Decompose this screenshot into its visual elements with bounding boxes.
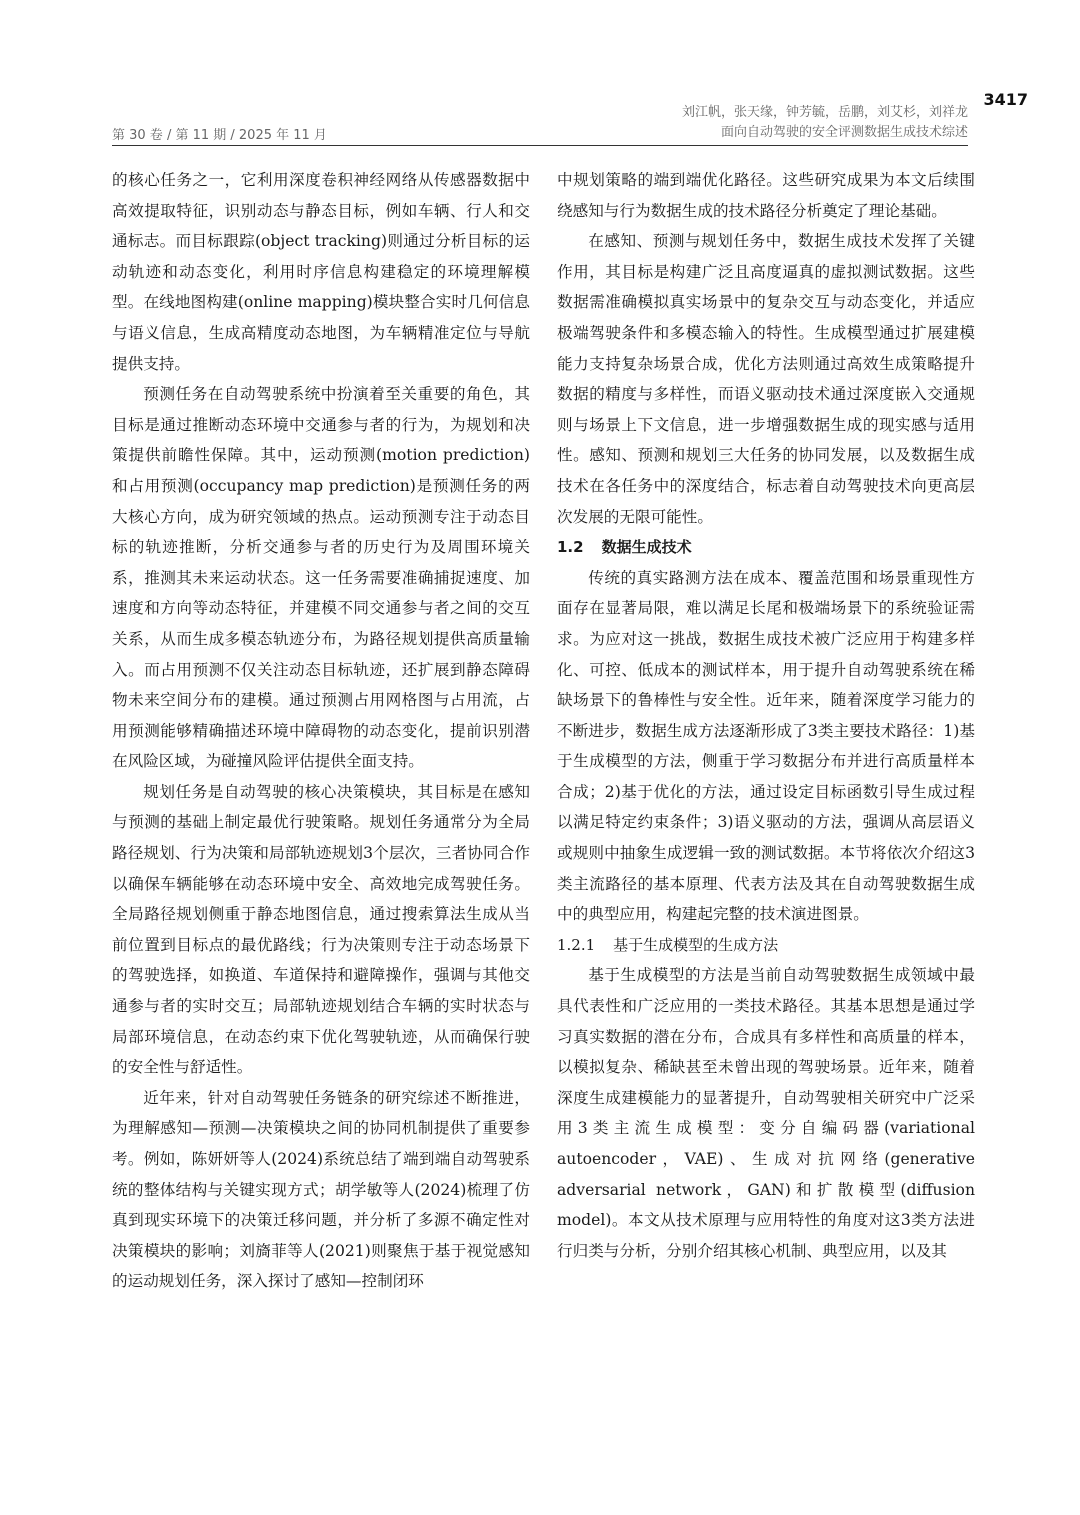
running-head — [682, 103, 968, 143]
article-title: 面向自动驾驶的安全评测数据生成技术综述 — [720, 125, 968, 140]
paragraph: 的核心任务之一，它利用深度卷积神经网络从传感器数据中高效提取特征，识别动态与静态目标，例如车辆、行人和交通标志。而目标跟踪(object tracking)则通过分析目标的运动轨迹和动态变化，利用时序信息构建稳定的环境理解模型。在线地图构建(online mapping)模块整合实时几何信息与语义信息，生成高精度动态地图，为车辆精准定位与导航提供支持。 — [112, 171, 530, 373]
right-column — [557, 165, 975, 1266]
subsection-number: 1.2.1 — [557, 935, 596, 954]
paragraph: 规划任务是自动驾驶的核心决策模块，其目标是在感知与预测的基础上制定最优行驶策略。规划任务通常分为全局路径规划、行为决策和局部轨迹规划3个层次，三者协同合作以确保车辆能够在动态环境中安全、高效地完成驾驶任务。全局路径规划侧重于静态地图信息，通过搜索算法生成从当前位置到目标点的最优路线；行为决策则专注于动态场景下的驾驶选择，如换道、车道保持和避障操作，强调与其他交通参与者的实时交互；局部轨迹规划结合车辆的实时状态与局部环境信息，在动态约束下优化驾驶轨迹，从而确保行驶的安全性与舒适性。 — [112, 782, 530, 1077]
page-number: 3417 — [983, 90, 1028, 109]
section-number: 1.2 — [557, 538, 584, 557]
subsection-heading — [557, 930, 975, 961]
author-list: 刘江帆，张天缘，钟芳毓，岳鹏，刘艾杉，刘祥龙 — [681, 105, 968, 120]
header-rule — [112, 145, 968, 146]
left-column — [112, 165, 530, 1297]
page-header — [0, 0, 1080, 150]
journal-issue-info: 第 30 卷 / 第 11 期 / 2025 年 11 月 — [112, 128, 327, 143]
paragraph: 基于生成模型的方法是当前自动驾驶数据生成领域中最具代表性和广泛应用的一类技术路径。其基本思想是通过学习真实数据的潜在分布，合成具有多样性和高质量的样本，以模拟复杂、稀缺甚至未曾出现的驾驶场景。近年来，随着深度生成建模能力的显著提升，自动驾驶相关研究中广泛采用3类主流生成模型：变分自编码器(variational autoencoder，VAE)、生成对抗网络(generative adversarial network，GAN)和扩散模型(diffusion model)。本文从技术原理与应用特性的角度对这3类方法进行归类与分析，分别介绍其核心机制、典型应用，以及其 — [557, 966, 975, 1260]
paragraph: 预测任务在自动驾驶系统中扮演着至关重要的角色，其目标是通过推断动态环境中交通参与者的行为，为规划和决策提供前瞻性保障。其中，运动预测(motion prediction)和占用预测(occupancy map prediction)是预测任务的两大核心方向，成为研究领域的热点。运动预测专注于动态目标的轨迹推断，分析交通参与者的历史行为及周围环境关系，推测其未来运动状态。这一任务需要准确捕捉速度、加速度和方向等动态特征，并建模不同交通参与者之间的交互关系，从而生成多模态轨迹分布，为路径规划提供高质量输入。而占用预测不仅关注动态目标轨迹，还扩展到静态障碍物未来空间分布的建模。通过预测占用网格图与占用流，占用预测能够精确描述环境中障碍物的动态变化，提前识别潜在风险区域，为碰撞风险评估提供全面支持。 — [112, 385, 530, 771]
section-heading — [557, 532, 975, 563]
section-title: 数据生成技术 — [601, 538, 692, 557]
paragraph: 在感知、预测与规划任务中，数据生成技术发挥了关键作用，其目标是构建广泛且高度逼真的虚拟测试数据。这些数据需准确模拟真实场景中的复杂交互与动态变化，并适应极端驾驶条件和多模态输入的特性。生成模型通过扩展建模能力支持复杂场景合成，优化方法则通过高效生成策略提升数据的精度与多样性，而语义驱动技术通过深度嵌入交通规则与场景上下文信息，进一步增强数据生成的现实感与适用性。感知、预测和规划三大任务的协同发展，以及数据生成技术在各任务中的深度结合，标志着自动驾驶技术向更高层次发展的无限可能性。 — [557, 232, 975, 526]
paragraph: 传统的真实路测方法在成本、覆盖范围和场景重现性方面存在显著局限，难以满足长尾和极端场景下的系统验证需求。为应对这一挑战，数据生成技术被广泛应用于构建多样化、可控、低成本的测试样本，用于提升自动驾驶系统在稀缺场景下的鲁棒性与安全性。近年来，随着深度学习能力的不断进步，数据生成方法逐渐形成了3类主要技术路径：1)基于生成模型的方法，侧重于学习数据分布并进行高质量样本合成；2)基于优化的方法，通过设定目标函数引导生成过程以满足特定约束条件；3)语义驱动的方法，强调从高层语义或规则中抽象生成逻辑一致的测试数据。本节将依次介绍这3类主流路径的基本原理、代表方法及其在自动驾驶数据生成中的典型应用，构建起完整的技术演进图景。 — [557, 568, 975, 924]
subsection-title: 基于生成模型的生成方法 — [613, 935, 779, 954]
paragraph: 中规划策略的端到端优化路径。这些研究成果为本文后续围绕感知与行为数据生成的技术路径分析奠定了理论基础。 — [557, 171, 975, 220]
paragraph: 近年来，针对自动驾驶任务链条的研究综述不断推进，为理解感知—预测—决策模块之间的协同机制提供了重要参考。例如，陈妍妍等人(2024)系统总结了端到端自动驾驶系统的整体结构与关键实现方式；胡学敏等人(2024)梳理了仿真到现实环境下的决策迁移问题，并分析了多源不确定性对决策模块的影响；刘旖菲等人(2021)则聚焦于基于视觉感知的运动规划任务，深入探讨了感知—控制闭环 — [112, 1088, 530, 1291]
